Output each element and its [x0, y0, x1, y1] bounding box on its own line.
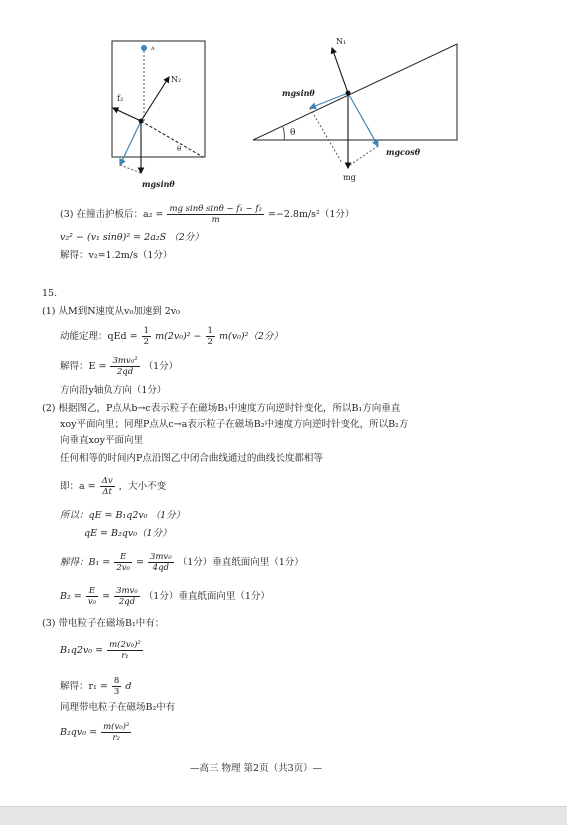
theta-right-label: θ	[290, 128, 296, 138]
mg-label: mg	[343, 173, 356, 182]
theta-left-label: θ	[177, 145, 182, 153]
q15-part2-line2: xoy平面向里；同理P点从c→a表示粒子在磁场B₂中速度方向逆时针变化，所以B₂方	[60, 419, 409, 430]
q15-part2-line4: 任何相等的时间内P点沿图乙中闭合曲线通过的曲线长度都相等	[60, 453, 323, 464]
n2-label: N₂	[171, 75, 182, 84]
q15-radius-eq2: B₂qv₀ = $\frac{\text{m(v₀)²}}{\text{r₂}}$	[60, 722, 130, 743]
f2-label: f₂	[117, 94, 124, 103]
figure-right	[250, 28, 465, 193]
q15-field-direction: 方向沿y轴负方向（1分）	[60, 385, 167, 396]
q15-so-eq2: qE = B₂qv₀（1分）	[84, 528, 172, 539]
q15-field-solution: 解得：E = $\frac{\text{3mv₀²}}{2qd}$ （1分）	[60, 356, 179, 377]
mgcos-label: mgcosθ	[386, 147, 421, 157]
q14-p3-line2: v₂² − (v₁ sinθ)² = 2a₂S （2分）	[60, 232, 204, 243]
q15-so-eq1: 所以：qE = B₁q2v₀ （1分）	[60, 510, 186, 521]
q15-accel-eq: 即：a = $\frac{\Delta v}{\Delta t}$ ，大小不变	[60, 476, 167, 497]
figure-left	[95, 35, 220, 195]
q15-radius-solution: 解得：r₁ = $\frac{8}{3}$ d	[60, 676, 132, 697]
n1-label: N₁	[336, 37, 347, 46]
mgsin-caption: mgsinθ	[142, 179, 175, 189]
q15-number: 15.	[42, 288, 58, 299]
page-footer: —高三 物理 第2页（共3页）—	[190, 763, 323, 774]
q14-p3-line3: 解得：v₂=1.2m/s（1分）	[60, 250, 173, 261]
q15-b2-solution: B₂ = $\frac{E}{\text{v₀}}$ = $\frac{\text{3mv₀}}{2qd}$ （1分）垂直纸面向里（1分）	[60, 586, 270, 607]
q15-part2-line1: (2) 根据图乙，P点从b→c表示粒子在磁场B₁中速度方向逆时针变化，所以B₁方向垂直	[42, 403, 401, 414]
q15-radius-eq1: B₁q2v₀ = $\frac{\text{m(2v₀)²}}{\text{r₁}}$	[60, 640, 141, 661]
point-a-label: A	[151, 46, 155, 52]
q15-part3-line2: 同理带电粒子在磁场B₂中有	[60, 702, 176, 713]
q15-part3-intro: (3) 带电粒子在磁场B₁中有：	[42, 618, 165, 629]
mgsin-label: mgsinθ	[282, 88, 315, 98]
q14-p3-line1: (3) 在撞击护板后：a₂ = $\frac{\text{mg sinθ sinθ − f₁ − f₂}}{m}$ =−2.8m/s²（1分）	[60, 204, 355, 225]
q15-part1-intro: (1) 从M到N速度从v₀加速到 2v₀	[42, 306, 180, 317]
q15-b1-solution: 解得：B₁ = $\frac{E}{\text{2v₀}}$ = $\frac{\text{3mv₀}}{4qd}$ （1分）垂直纸面向里（1分）	[60, 552, 304, 573]
viewer-bottom-bar	[0, 806, 567, 825]
q15-work-energy-eq: 动能定理：qEd = $\frac{1}{2}$ m(2v₀)² − $\frac{1}{2}$ m(v₀)²（2分）	[60, 326, 283, 347]
q15-part2-line3: 向垂直xoy平面向里	[60, 435, 143, 446]
